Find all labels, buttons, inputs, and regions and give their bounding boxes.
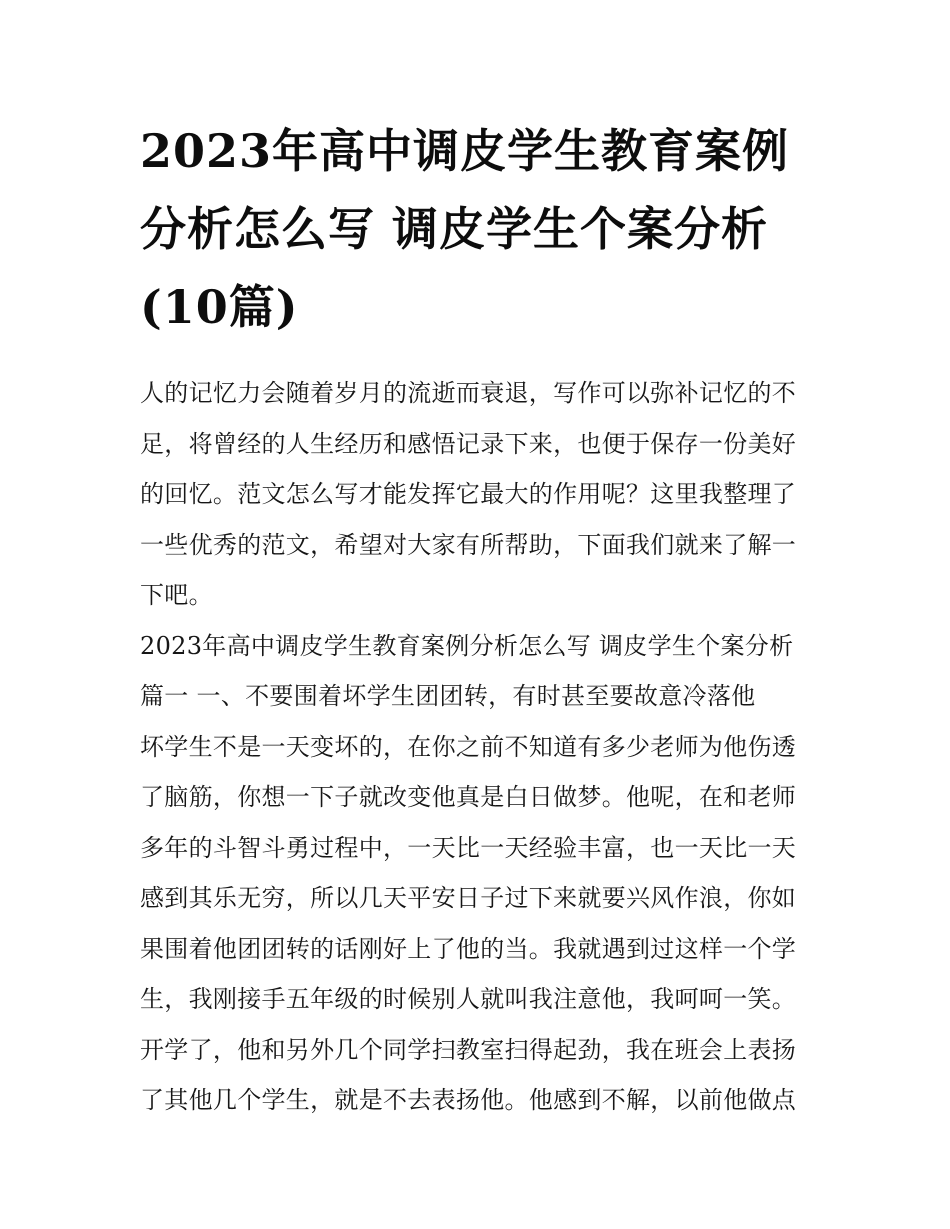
body-line: 果围着他团团转的话刚好上了他的当。我就遇到过这样一个学 — [140, 934, 797, 963]
intro-line: 一些优秀的范文，希望对大家有所帮助，下面我们就来了解一 — [140, 530, 797, 559]
body-line: 了其他几个学生，就是不去表扬他。他感到不解，以前他做点 — [140, 1086, 797, 1114]
body-paragraph — [140, 722, 815, 1126]
document-title — [140, 112, 815, 346]
intro-line: 足，将曾经的人生经历和感悟记录下来，也便于保存一份美好 — [140, 429, 797, 458]
section-heading — [140, 621, 815, 722]
body-line: 多年的斗智斗勇过程中，一天比一天经验丰富，也一天比一天 — [140, 833, 797, 862]
section-heading-line: 篇一 一、不要围着坏学生团团转，有时甚至要故意冷落他 — [140, 682, 756, 710]
intro-line: 的回忆。范文怎么写才能发挥它最大的作用呢？这里我整理了 — [140, 480, 797, 508]
body-line: 生，我刚接手五年级的时候别人就叫我注意他，我呵呵一笑。 — [140, 985, 797, 1013]
body-line: 了脑筋，你想一下子就改变他真是白日做梦。他呢，在和老师 — [140, 783, 797, 811]
body-line: 开学了，他和另外几个同学扫教室扫得起劲，我在班会上表扬 — [140, 1035, 797, 1064]
intro-paragraph — [140, 368, 815, 621]
title-line: (10篇) — [140, 280, 299, 334]
body-line: 感到其乐无穷，所以几天平安日子过下来就要兴风作浪，你如 — [140, 884, 797, 912]
intro-line: 人的记忆力会随着岁月的流逝而衰退，写作可以弥补记忆的不 — [140, 379, 797, 407]
intro-line: 下吧。 — [140, 581, 213, 609]
section-heading-line: 2023年高中调皮学生教育案例分析怎么写 调皮学生个案分析 — [140, 631, 794, 660]
title-line: 分析怎么写 调皮学生个案分析 — [140, 202, 769, 256]
body-line: 坏学生不是一天变坏的，在你之前不知道有多少老师为他伤透 — [140, 732, 797, 761]
title-line: 2023年高中调皮学生教育案例 — [140, 124, 790, 178]
document-page — [140, 112, 815, 1126]
